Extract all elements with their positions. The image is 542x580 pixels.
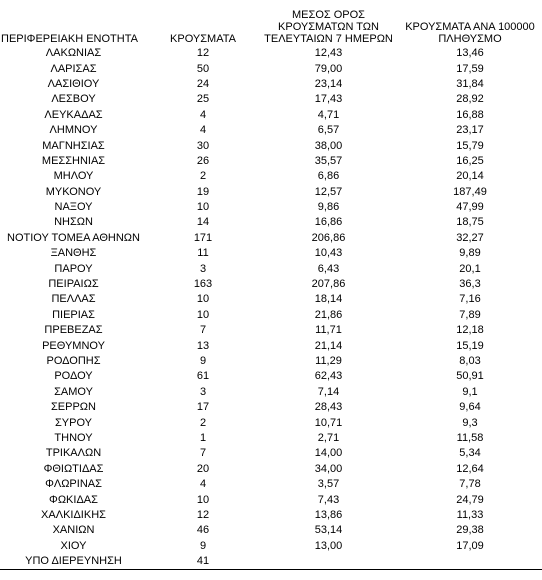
table-row: [0, 169, 542, 184]
cell-cases: 20: [196, 462, 210, 475]
cell-region: ΥΠΟ ΔΙΕΡΕΥΝΗΣΗ: [0, 554, 147, 570]
cell-avg7: 4,71: [317, 108, 340, 121]
table-row: [0, 415, 542, 430]
cell-region: ΡΕΘΥΜΝΟΥ: [42, 339, 105, 352]
table-row: [0, 508, 542, 523]
table-row: [0, 354, 542, 369]
table-row: [0, 539, 542, 554]
table-row: [0, 261, 542, 276]
cell-per100k: 36,3: [459, 278, 481, 291]
header-per100k: ΚΡΟΥΣΜΑΤΑ ΑΝΑ 100000 ΠΛΗΘΥΣΜΟ: [405, 21, 535, 45]
cell-per100k: 31,84: [456, 77, 484, 90]
table-row: [0, 215, 542, 230]
table-row: [0, 292, 542, 307]
cell-cases: 12: [196, 508, 210, 521]
cell-per100k: 5,34: [459, 447, 481, 460]
table-row: [0, 492, 542, 507]
cell-per100k: 24,79: [456, 493, 484, 506]
cell-region: ΧΑΛΚΙΔΙΚΗΣ: [41, 508, 106, 521]
table-row: [0, 462, 542, 477]
table-row: [0, 61, 542, 76]
cell-cases: 3: [199, 262, 207, 275]
cell-avg7: 14,00: [314, 447, 343, 460]
table-row: [0, 138, 542, 153]
cell-per100k: 9,89: [459, 247, 481, 260]
cell-avg7: 21,14: [314, 339, 343, 352]
table-row: [0, 385, 542, 400]
cell-region: ΛΗΜΝΟΥ: [49, 124, 98, 137]
cell-cases: 2: [199, 170, 207, 183]
table-row: [0, 446, 542, 461]
cell-region: ΦΛΩΡΙΝΑΣ: [45, 478, 102, 491]
table-row: [0, 308, 542, 323]
cell-cases: 12: [196, 47, 210, 60]
table-row: [0, 277, 542, 292]
cell-cases: 61: [196, 370, 210, 383]
cell-region: ΡΟΔΟΥ: [54, 370, 93, 383]
cell-region: ΛΕΣΒΟΥ: [51, 93, 96, 106]
cell-cases: 13: [196, 339, 210, 352]
cell-cases: 10: [196, 293, 210, 306]
cell-per100k: 16,88: [456, 108, 484, 121]
cell-avg7: 21,86: [314, 308, 343, 321]
cell-region: ΜΗΛΟΥ: [53, 170, 94, 183]
cell-region: ΛΑΚΩΝΙΑΣ: [45, 47, 102, 60]
cell-per100k: 7,78: [459, 478, 481, 491]
cell-region: ΝΟΤΙΟΥ ΤΟΜΕΑ ΑΘΗΝΩΝ: [7, 231, 140, 244]
cell-region: ΠΡΕΒΕΖΑΣ: [44, 324, 103, 337]
cell-avg7: 9,86: [317, 201, 340, 214]
cell-avg7: 3,57: [317, 478, 340, 491]
cell-avg7: 18,14: [314, 293, 343, 306]
cell-per100k: 47,99: [456, 201, 484, 214]
cell-avg7: 38,00: [314, 139, 343, 152]
cell-cases: 3: [199, 385, 207, 398]
cell-avg7: 16,86: [314, 216, 343, 229]
cell-per100k: 18,75: [456, 216, 484, 229]
table-row: [0, 92, 542, 107]
cell-avg7: 79,00: [314, 62, 343, 75]
cell-region: ΝΑΞΟΥ: [54, 201, 93, 214]
cell-cases: 9: [199, 355, 207, 367]
cell-cases: 10: [196, 308, 210, 321]
table-row: [0, 554, 542, 570]
cell-cases: 4: [199, 108, 207, 121]
cell-per100k: 20,1: [459, 262, 481, 275]
cell-region: ΠΑΡΟΥ: [54, 262, 93, 275]
cell-per100k: 9,64: [459, 401, 481, 414]
table-body: [0, 46, 542, 570]
cell-per100k: 187,49: [453, 185, 487, 198]
cell-per100k: 29,38: [456, 524, 484, 537]
cell-avg7: 28,43: [314, 401, 343, 414]
cell-region: ΞΑΝΘΗΣ: [50, 247, 97, 260]
table-row: [0, 200, 542, 215]
table-row: [0, 185, 542, 200]
cell-avg7: 62,43: [314, 370, 343, 383]
cell-avg7: 11,29: [315, 355, 342, 367]
cell-avg7: 23,14: [314, 77, 343, 90]
header-row: [0, 0, 542, 46]
cell-per100k: 7,16: [459, 293, 481, 306]
cell-cases: 26: [196, 154, 210, 167]
cell-per100k: 9,1: [462, 385, 478, 398]
cell-region: ΧΑΝΙΩΝ: [52, 524, 95, 537]
cell-cases: 10: [196, 201, 210, 214]
table-row: [0, 46, 542, 61]
cell-region: ΦΘΙΩΤΙΔΑΣ: [43, 462, 104, 475]
table-header: [0, 0, 542, 46]
cell-region: ΤΡΙΚΑΛΩΝ: [45, 447, 102, 460]
cell-avg7: 206,86: [311, 231, 346, 244]
cell-cases: 50: [196, 62, 210, 75]
table-row: [0, 338, 542, 353]
cell-cases: 9: [199, 539, 207, 552]
cell-cases: 11: [197, 247, 209, 260]
cell-per100k: 7,89: [459, 308, 481, 321]
cell-region: ΣΥΡΟΥ: [54, 416, 92, 429]
cell-cases: 163: [193, 278, 213, 291]
cell-per100k: 16,25: [456, 154, 484, 167]
cell-region: ΜΑΓΝΗΣΙΑΣ: [42, 139, 105, 152]
cell-avg7: 6,57: [317, 124, 340, 137]
cell-region: ΣΕΡΡΩΝ: [51, 401, 96, 414]
cell-per100k: 50,91: [456, 370, 484, 383]
cell-cases: 19: [196, 185, 210, 198]
cell-per100k: 15,19: [456, 339, 484, 352]
table-row: [0, 477, 542, 492]
cell-cases: 17: [196, 401, 210, 414]
cell-avg7: [259, 554, 398, 570]
cell-avg7: 2,71: [317, 431, 340, 444]
cell-cases: 2: [199, 416, 207, 429]
header-avg7: ΜΕΣΟΣ ΟΡΟΣ ΚΡΟΥΣΜΑΤΩΝ ΤΩΝ ΤΕΛΕΥΤΑΙΩΝ 7 ΗΜΕΡΩΝ: [264, 9, 393, 45]
table-row: [0, 231, 542, 246]
table-row: [0, 108, 542, 123]
cell-per100k: 9,3: [462, 416, 478, 429]
header-cases: ΚΡΟΥΣΜΑΤΑ: [170, 33, 236, 45]
cell-cases: 10: [196, 493, 210, 506]
cell-avg7: 34,00: [314, 462, 343, 475]
cell-region: ΝΗΣΩΝ: [54, 216, 93, 229]
cell-region: ΠΕΛΛΑΣ: [51, 293, 96, 306]
cell-per100k: 17,59: [456, 62, 484, 75]
cell-avg7: 10,43: [314, 247, 343, 260]
cell-avg7: 12,57: [314, 185, 343, 198]
cell-cases: 30: [196, 139, 210, 152]
cell-avg7: 12,43: [314, 47, 343, 60]
cell-region: ΠΙΕΡΙΑΣ: [52, 308, 95, 321]
cell-cases: 4: [199, 124, 207, 137]
cell-avg7: 10,71: [314, 416, 343, 429]
table-row: [0, 523, 542, 538]
cell-avg7: 11,71: [315, 324, 342, 337]
cell-per100k: 12,64: [456, 462, 484, 475]
cell-region: ΛΑΣΙΘΙΟΥ: [47, 77, 100, 90]
cell-avg7: 17,43: [314, 93, 343, 106]
cell-per100k: 13,46: [456, 47, 484, 60]
cell-per100k: 32,27: [456, 231, 484, 244]
cell-per100k: [398, 554, 542, 570]
table-row: [0, 154, 542, 169]
cell-per100k: 8,03: [459, 355, 481, 367]
cell-per100k: 12,18: [456, 324, 484, 337]
cell-cases: 46: [196, 524, 210, 537]
cell-region: ΦΩΚΙΔΑΣ: [49, 493, 98, 506]
cell-region: ΤΗΝΟΥ: [54, 431, 93, 444]
cell-cases: 4: [199, 478, 207, 491]
cell-avg7: 207,86: [311, 278, 346, 291]
table-row: [0, 246, 542, 261]
table-row: [0, 400, 542, 415]
cell-cases: 41: [147, 554, 259, 570]
table-row: [0, 431, 542, 446]
cell-avg7: 13,86: [314, 508, 343, 521]
cell-avg7: 7,43: [317, 493, 340, 506]
cell-avg7: 6,86: [317, 170, 340, 183]
table-row: [0, 323, 542, 338]
cell-cases: 7: [199, 324, 207, 337]
cell-avg7: 13,00: [314, 539, 343, 552]
cell-cases: 171: [193, 231, 213, 244]
cell-region: ΜΥΚΟΝΟΥ: [45, 185, 102, 198]
cell-region: ΠΕΙΡΑΙΩΣ: [48, 278, 99, 291]
cell-region: ΛΕΥΚΑΔΑΣ: [44, 108, 103, 121]
cell-per100k: 23,17: [456, 124, 484, 137]
cell-per100k: 11,58: [456, 431, 484, 444]
cell-region: ΡΟΔΟΠΗΣ: [46, 355, 101, 367]
cell-cases: 7: [199, 447, 207, 460]
cell-region: ΛΑΡΙΣΑΣ: [50, 62, 97, 75]
cell-avg7: 7,14: [317, 385, 340, 398]
cell-per100k: 17,09: [456, 539, 484, 552]
cell-cases: 14: [196, 216, 210, 229]
cell-per100k: 15,79: [456, 139, 484, 152]
cell-per100k: 28,92: [456, 93, 484, 106]
cell-avg7: 35,57: [314, 154, 343, 167]
cell-region: ΣΑΜΟΥ: [54, 385, 93, 398]
cell-region: ΧΙΟΥ: [60, 539, 87, 552]
cell-cases: 25: [196, 93, 210, 106]
cell-cases: 1: [199, 431, 207, 444]
cell-per100k: 11,33: [456, 508, 484, 521]
cell-cases: 24: [196, 77, 210, 90]
cell-per100k: 20,14: [456, 170, 484, 183]
cell-avg7: 6,43: [317, 262, 340, 275]
header-region: ΠΕΡΙΦΕΡΕΙΑΚΗ ΕΝΟΤΗΤΑ: [1, 33, 138, 45]
table-row: [0, 369, 542, 384]
cell-region: ΜΕΣΣΗΝΙΑΣ: [41, 154, 106, 167]
cell-avg7: 53,14: [314, 524, 343, 537]
table-row: [0, 77, 542, 92]
table-row: [0, 123, 542, 138]
